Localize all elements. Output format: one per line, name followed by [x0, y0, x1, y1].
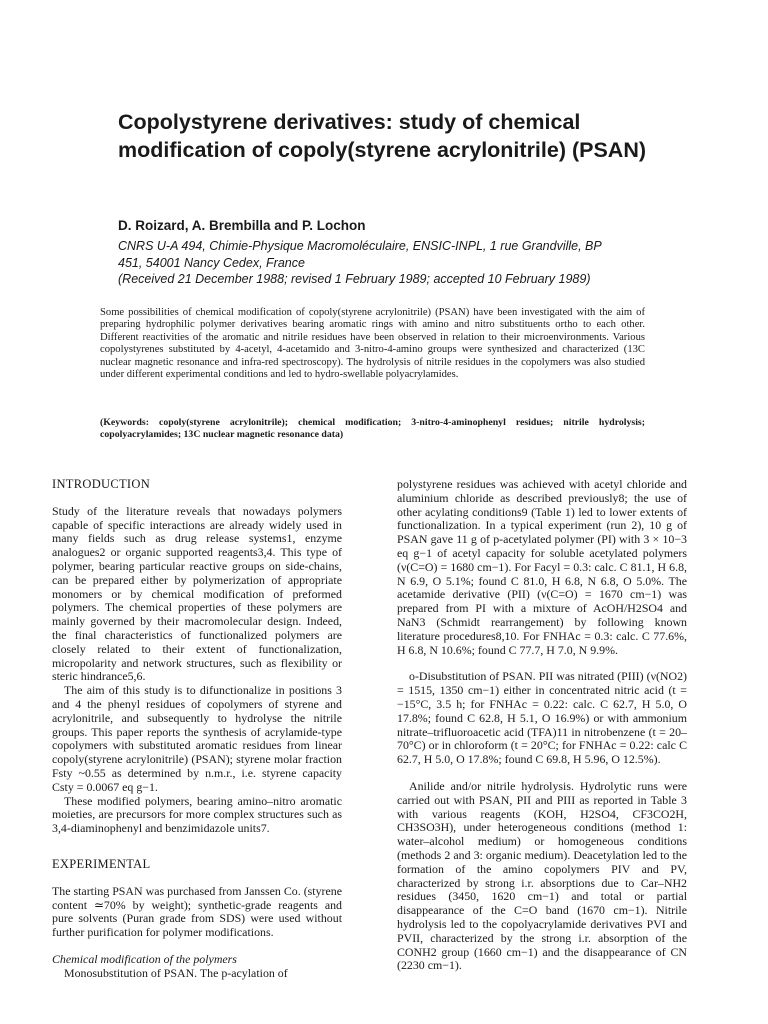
left-column: [52, 478, 342, 981]
experimental-paragraph: The starting PSAN was purchased from Janssen Co. (styrene content ≃70% by weight); synthetic-grade reagents and pure solvents (Puran grade from SDS) were used without further purification for polymer modifications.: [52, 883, 342, 940]
article-title: Copolystyrene derivatives: study of chemical modification of copoly(styrene acrylonitrile) (PSAN): [118, 110, 647, 162]
section-heading-introduction: INTRODUCTION: [52, 477, 151, 491]
affiliation-block: [118, 238, 678, 288]
section-heading-experimental: EXPERIMENTAL: [52, 856, 151, 871]
article-authors: D. Roizard, A. Brembilla and P. Lochon: [118, 218, 366, 233]
subsection-heading: Chemical modification of the polymers: [52, 951, 237, 966]
right-column: [397, 478, 687, 973]
intro-paragraph: The aim of this study is to difunctionalize in positions 3 and 4 the phenyl residues of copolymers of styrene and acrylonitrile, and subsequently to hydrolyse the nitrile groups. This paper reports the synthesis of acrylamide-type copolymers with substituted aromatic residues from linear copoly(styrene acrylonitrile) (PSAN); styrene molar fraction Fsty ~0.55 as determined by n.m.r., i.e. styrene capacity Csty = 0.0067 eq g−1.: [52, 683, 342, 794]
affiliation-line: CNRS U-A 494, Chimie-Physique Macromoléculaire, ENSIC-INPL, 1 rue Grandville, BP: [118, 239, 602, 253]
intro-paragraph: Study of the literature reveals that nowadays polymers capable of specific interactions are already widely used in many fields such as drug release systems1, enzyme analogues2 or organic supported reagents3,4. This type of polymer, bearing particular reactive groups on side-chains, can be prepared either by polymerization of appropriate monomers or by chemical modification of preformed polymers. The chemical properties of these polymers are mainly governed by their macromolecular design. Indeed, the final characteristics of functionalized polymers are closely related to their extent of functionalization, micropolarity and network structures, such as flexibility or steric hindrance5,6.: [52, 503, 342, 684]
body-paragraph: polystyrene residues was achieved with acetyl chloride and aluminium chloride as described previously8; the use of other acylating conditions9 (Table 1) led to lower extents of functionalization. In a typical experiment (run 2), 10 g of PSAN gave 11 g of p-acetylated polymer (PI) with 3 × 10−3 eq g−1 of acetyl capacity for soluble acetylated polymers (ν(C=O) = 1680 cm−1). For Facyl = 0.3: calc. C 81.1, H 6.8, N 6.9, O 5.1%; found C 81.0, H 6.8, N 6.8, O 5.0%. The acetamide derivative (PII) (ν(C=O) = 1670 cm−1) was prepared from PI with a mixture of AcOH/H2SO4 and NaN3 (Schmidt rearrangement) by following known literature procedures8,10. For FNHAc = 0.3: calc. C 77.6%, H 6.8, N 10.6%; found C 77.7, H 7.0, N 9.9%.: [397, 477, 687, 657]
keywords: (Keywords: copoly(styrene acrylonitrile); chemical modification; 3-nitro-4-aminophenyl residues; nitrile hydrolysis; copolyacrylamides; 13C nuclear magnetic resonance data): [100, 417, 645, 440]
monosubstitution-start: Monosubstitution of PSAN. The p-acylation of: [64, 965, 288, 980]
body-paragraph: Anilide and/or nitrile hydrolysis. Hydrolytic runs were carried out with PSAN, PII and PIII as reported in Table 3 with various reagents (KOH, H2SO4, CF3CO2H, CH3SO3H), under heterogeneous conditions (method 1: water–alcohol medium) or homogeneous conditions (methods 2 and 3: organic medium). Deacetylation led to the formation of the amino copolymers PIV and PV, characterized by strong i.r. absorptions due to Car–NH2 residues (3450, 1620 cm−1) and total or partial disappearance of the C=O band (1670 cm−1). Nitrile hydrolysis led to the copolyacrylamide derivatives PVI and PVII, characterized by the strong i.r. absorption of the CONH2 group (1660 cm−1) and the disappearance of CN (2230 cm−1).: [397, 778, 687, 973]
intro-paragraph: These modified polymers, bearing amino–nitro aromatic moieties, are precursors for more complex structures such as 3,4-diaminophenyl and benzimidazole units7.: [52, 793, 342, 836]
body-paragraph: o-Disubstitution of PSAN. PII was nitrated (PIII) (ν(NO2) = 1515, 1350 cm−1) either in concentrated nitric acid (t = −15°C, 3.5 h; for FNHAc = 0.22: calc. C 62.7, H 5.0, O 17.8%; found C 62.8, H 5.1, O 16.9%) or with ammonium nitrate–trifluoroacetic acid (TFA)11 in nitrobenzene (t = 20–70°C) or in chloroform (t = 20°C; for FNHAc = 0.22: calc C 62.7, H 5.0, O 17.8%; found C 69.8, H 5.96, O 12.5%).: [397, 669, 687, 767]
abstract: Some possibilities of chemical modification of copoly(styrene acrylonitrile) (PSAN) have been investigated with the aim of preparing hydrophilic polymer derivatives bearing aromatic rings with amino and nitro substituents ortho to each other. Different reactivities of the aromatic and nitrile residues have been observed in relation to their microenvironments. Various copolystyrenes substituted by 4-acetyl, 4-acetamido and 3-nitro-4-amino groups were synthesized and characterized (13C nuclear magnetic resonance and infra-red spectroscopy). The hydrolysis of nitrile residues in the copolymers was also studied under different experimental conditions and led to hydro-swellable polyacrylamides.: [100, 307, 645, 381]
affiliation-line: 451, 54001 Nancy Cedex, France: [118, 255, 305, 270]
received-dates: (Received 21 December 1988; revised 1 February 1989; accepted 10 February 1989): [118, 272, 591, 286]
